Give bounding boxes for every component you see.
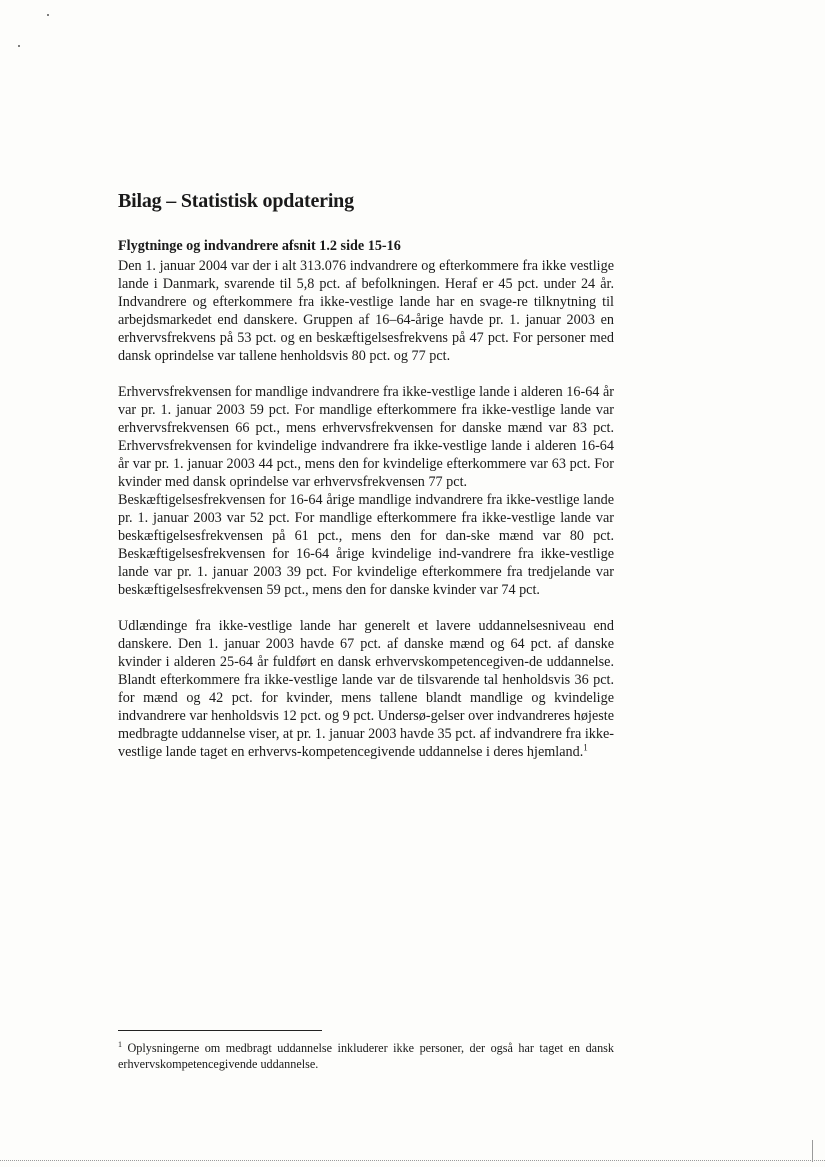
page-title: Bilag – Statistisk opdatering xyxy=(118,190,354,212)
footnote-reference[interactable]: 1 xyxy=(583,742,588,753)
scan-speck xyxy=(18,45,20,47)
paragraph-1-text: Den 1. januar 2004 var der i alt 313.076 indvandrere og efterkommere fra ikke vestlige lande i Danmark, svarende til 5,8 pct. af befolkningen. Heraf er 45 pct. under 24 år. Indvandrere og efterkommere fra ikke-vestlige lande har en svage-re tilknytning til arbejdsmarkedet end danskere. Gruppen af 16–64-årige havde pr. 1. januar 2003 en erhvervsfrekvens på 53 pct. og en beskæftigelsesfrekvens på 47 pct. For personer med dansk oprindelse var tallene henholdsvis 80 pct. og 77 pct. xyxy=(118,258,614,364)
paragraph-4 xyxy=(118,617,614,761)
scan-speck xyxy=(47,14,49,16)
paragraph-2-text: Erhvervsfrekvensen for mandlige indvandrere fra ikke-vestlige lande i alderen 16-64 år var pr. 1. januar 2003 59 pct. For mandlige efterkommere fra ikke-vestlige lande var erhvervsfrekvensen 66 pct., mens erhvervsfrekvensen for danske mænd var 83 pct. Erhvervsfrekvensen for kvindelige indvandrere fra ikke-vestlige lande i alderen 16-64 år var pr. 1. januar 2003 44 pct., mens den for kvindelige efterkommere var 63 pct. For kvinder med dansk oprindelse var erhvervsfrekvensen 77 pct. xyxy=(118,384,614,490)
paragraph-1 xyxy=(118,257,614,365)
scan-edge-mark xyxy=(812,1140,813,1162)
footnote-divider xyxy=(118,1030,322,1031)
footnote-text: Oplysningerne om medbragt uddannelse inkluderer ikke personer, der også har taget en dansk erhvervskompetencegivende uddannelse. xyxy=(118,1041,615,1071)
paragraph-3 xyxy=(118,491,614,599)
section-heading: Flygtninge og indvandrere afsnit 1.2 side 15-16 xyxy=(118,238,401,254)
document-body xyxy=(118,190,614,761)
footnote xyxy=(118,1040,614,1072)
scan-bottom-edge xyxy=(0,1160,825,1161)
paragraph-4-text: Udlændinge fra ikke-vestlige lande har generelt et lavere uddannelsesniveau end danskere. Den 1. januar 2003 havde 67 pct. af danske mænd og 64 pct. af danske kvinder i alderen 25-64 år fuldført en dansk erhvervskompetencegiven-de uddannelse. Blandt efterkommere fra ikke-vestlige lande var de tilsvarende tal henholdsvis 36 pct. for mænd og 42 pct. for kvinder, mens tallene blandt mandlige og kvindelige indvandrere var henholdsvis 12 pct. og 9 pct. Undersø-gelser over indvandreres højeste medbragte uddannelse viser, at pr. 1. januar 2003 havde 35 pct. af indvandrere fra ikke-vestlige lande taget en erhvervs-kompetencegivende uddannelse i deres hjemland. xyxy=(118,618,614,760)
paragraph-2 xyxy=(118,383,614,491)
footnote-marker: 1 xyxy=(118,1039,122,1049)
paragraph-3-text: Beskæftigelsesfrekvensen for 16-64 årige mandlige indvandrere fra ikke-vestlige lande pr. 1. januar 2003 var 52 pct. For mandlige efterkommere fra ikke-vestlige lande var beskæftigelsesfrekvensen på 61 pct., mens den for dan-ske mænd var 80 pct. Beskæftigelsesfrekvensen for 16-64 årige kvindelige ind-vandrere fra ikke-vestlige lande var pr. 1. januar 2003 39 pct. For kvindelige efterkommere fra tredjelande var beskæftigelsesfrekvensen 59 pct., mens den for danske kvinder var 74 pct. xyxy=(118,492,614,598)
